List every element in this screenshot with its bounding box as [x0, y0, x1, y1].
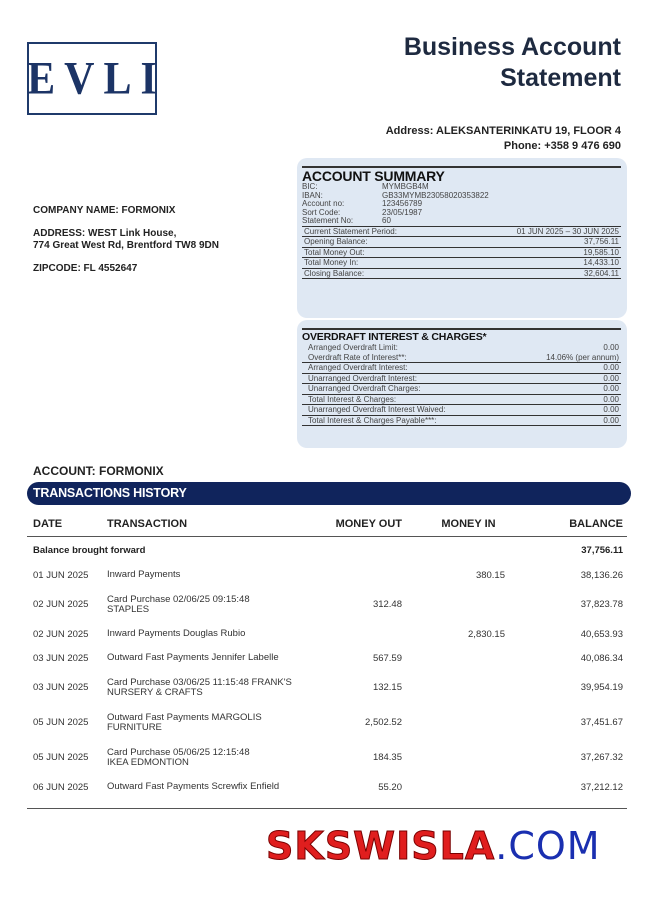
overdraft-label: Total Interest & Charges Payable***:	[308, 415, 437, 425]
logo-text: EVLI	[27, 53, 166, 104]
summary-label: Current Statement Period:	[304, 226, 397, 236]
transactions-table	[27, 512, 627, 799]
tx-description	[107, 782, 322, 792]
tx-description	[107, 595, 322, 615]
detail-label: IBAN:	[302, 190, 323, 200]
overdraft-label: Unarranged Overdraft Interest:	[308, 373, 417, 383]
title-line-2: Statement	[500, 64, 621, 92]
tx-balance: 37,451.67	[580, 717, 623, 728]
brought-forward-label: Balance brought forward	[33, 544, 146, 556]
table-end-divider	[27, 808, 627, 809]
tx-desc-line1: Inward Payments	[107, 569, 181, 580]
tx-description	[107, 713, 322, 733]
tx-desc-line2: IKEA EDMONTION	[107, 756, 189, 768]
header-money-in: MONEY IN	[441, 518, 496, 530]
summary-value: 14,433.10	[583, 258, 619, 268]
detail-value: 60	[382, 216, 391, 226]
overdraft-value: 0.00	[603, 415, 619, 425]
tx-date: 03 JUN 2025	[33, 682, 89, 693]
table-row	[27, 646, 627, 670]
tx-money-out: 184.35	[372, 752, 402, 763]
transactions-banner: TRANSACTIONS HISTORY	[27, 482, 631, 505]
tx-desc-line1: Outward Fast Payments Screwfix Enfield	[107, 781, 280, 792]
summary-label: Opening Balance:	[304, 237, 368, 247]
tx-date: 05 JUN 2025	[33, 717, 89, 728]
tx-desc-line2: NURSERY & CRAFTS	[107, 686, 203, 698]
account-summary-heading: ACCOUNT SUMMARY	[302, 168, 445, 184]
bank-address: Address: ALEKSANTERINKATU 19, FLOOR 4	[385, 125, 621, 137]
overdraft-row	[302, 353, 621, 363]
transaction-rows	[27, 563, 627, 799]
overdraft-row	[302, 383, 621, 394]
overdraft-value: 14.06% (per annum)	[546, 352, 619, 362]
overdraft-label: Overdraft Rate of Interest**:	[308, 352, 407, 362]
overdraft-label: Unarranged Overdraft Interest Waived:	[308, 405, 446, 414]
company-name: COMPANY NAME: FORMONIX	[33, 205, 176, 216]
tx-desc-line1: Outward Fast Payments Jennifer Labelle	[107, 652, 279, 663]
overdraft-value: 0.00	[603, 394, 619, 404]
tx-date: 01 JUN 2025	[33, 569, 89, 581]
header-transaction: TRANSACTION	[107, 518, 188, 530]
overdraft-label: Unarranged Overdraft Charges:	[308, 384, 421, 393]
tx-desc-line1: Card Purchase 02/06/25 09:15:48	[107, 593, 250, 605]
tx-description	[107, 570, 322, 580]
overdraft-plain-rows	[302, 343, 621, 362]
summary-row	[302, 257, 621, 268]
account-summary-box	[297, 158, 627, 318]
tx-balance: 37,267.32	[580, 752, 623, 763]
divider	[302, 328, 621, 330]
tx-desc-line1: Card Purchase 03/06/25 11:15:48 FRANK'S	[107, 676, 292, 688]
summary-row	[302, 226, 621, 237]
tx-balance: 40,653.93	[580, 628, 623, 640]
table-row	[27, 705, 627, 740]
tx-money-in: 2,830.15	[468, 628, 505, 640]
overdraft-row	[302, 404, 621, 415]
balance-brought-forward-row	[27, 537, 627, 563]
overdraft-row	[302, 394, 621, 405]
summary-row	[302, 236, 621, 247]
overdraft-rows	[302, 362, 621, 426]
tx-balance: 40,086.34	[580, 652, 623, 664]
company-info	[33, 205, 219, 275]
detail-row	[302, 217, 621, 226]
tx-money-out: 2,502.52	[365, 717, 402, 728]
summary-row	[302, 268, 621, 280]
tx-balance: 39,954.19	[580, 682, 623, 693]
tx-desc-line1: Inward Payments Douglas Rubio	[107, 628, 246, 639]
brought-forward-balance: 37,756.11	[581, 544, 623, 556]
summary-row	[302, 247, 621, 258]
detail-value: 23/05/1987	[382, 207, 423, 217]
tx-description	[107, 678, 322, 698]
company-address-line1: ADDRESS: WEST Link House,	[33, 228, 177, 239]
overdraft-value: 0.00	[603, 384, 619, 393]
company-zipcode: ZIPCODE: FL 4552647	[33, 263, 138, 274]
summary-rows	[302, 226, 621, 280]
overdraft-label: Arranged Overdraft Limit:	[308, 343, 398, 352]
detail-row	[302, 200, 621, 209]
header-balance: BALANCE	[569, 518, 623, 530]
watermark	[266, 824, 601, 869]
header-money-out: MONEY OUT	[335, 518, 402, 530]
tx-description	[107, 748, 322, 768]
company-address-line2: 774 Great West Rd, Brentford TW8 9DN	[33, 240, 219, 251]
tx-money-out: 55.20	[378, 781, 402, 793]
tx-balance: 37,212.12	[580, 781, 623, 793]
header-date: DATE	[33, 518, 63, 530]
watermark-part1: SKSWISLA	[266, 824, 496, 868]
table-row	[27, 775, 627, 799]
bank-phone: Phone: +358 9 476 690	[503, 140, 621, 152]
overdraft-value: 0.00	[603, 373, 619, 383]
bank-logo	[27, 42, 166, 115]
tx-balance: 37,823.78	[580, 599, 623, 610]
tx-date: 02 JUN 2025	[33, 628, 89, 640]
overdraft-label: Arranged Overdraft Interest:	[308, 363, 408, 372]
tx-balance: 38,136.26	[580, 569, 623, 581]
detail-row	[302, 192, 621, 201]
overdraft-row	[302, 415, 621, 427]
tx-date: 06 JUN 2025	[33, 781, 89, 793]
table-row	[27, 622, 627, 646]
tx-date: 05 JUN 2025	[33, 752, 89, 763]
overdraft-value: 0.00	[603, 405, 619, 414]
detail-value: GB33MYMB23058020353822	[382, 190, 489, 200]
watermark-part2: .COM	[495, 824, 601, 868]
overdraft-row	[302, 343, 621, 353]
table-row	[27, 587, 627, 622]
summary-label: Total Money Out:	[304, 247, 365, 257]
tx-desc-line2: FURNITURE	[107, 721, 162, 733]
detail-label: Account no:	[302, 199, 345, 209]
summary-label: Total Money In:	[304, 258, 359, 268]
detail-label: Statement No:	[302, 216, 354, 226]
tx-money-out: 312.48	[372, 599, 402, 610]
summary-label: Closing Balance:	[304, 268, 365, 278]
summary-value: 01 JUN 2025 – 30 JUN 2025	[516, 226, 619, 236]
title-line-1: Business Account	[403, 33, 621, 61]
tx-desc-line1: Card Purchase 05/06/25 12:15:48	[107, 746, 250, 758]
tx-desc-line2: STAPLES	[107, 603, 150, 615]
bank-contact	[386, 124, 621, 154]
detail-value: 123456789	[382, 199, 423, 209]
detail-label: BIC:	[302, 182, 318, 191]
tx-money-out: 132.15	[372, 682, 402, 693]
detail-value: MYMBGB4M	[382, 182, 429, 191]
account-details	[302, 183, 621, 226]
overdraft-row	[302, 373, 621, 384]
summary-value: 32,604.11	[584, 268, 619, 278]
tx-money-out: 567.59	[372, 652, 402, 664]
summary-value: 19,585.10	[583, 247, 619, 257]
account-label: ACCOUNT: FORMONIX	[33, 464, 164, 478]
overdraft-row	[302, 362, 621, 373]
document-title	[404, 32, 621, 94]
table-header	[27, 512, 627, 537]
tx-money-in: 380.15	[475, 569, 505, 581]
detail-label: Sort Code:	[302, 207, 341, 217]
overdraft-box	[297, 320, 627, 448]
tx-date: 03 JUN 2025	[33, 652, 89, 664]
table-row	[27, 563, 627, 587]
tx-description	[107, 653, 322, 663]
overdraft-value: 0.00	[603, 343, 619, 352]
summary-value: 37,756.11	[584, 237, 619, 247]
table-row	[27, 670, 627, 705]
tx-description	[107, 629, 322, 639]
tx-desc-line1: Outward Fast Payments MARGOLIS	[107, 711, 262, 723]
overdraft-heading: OVERDRAFT INTEREST & CHARGES*	[302, 331, 487, 343]
tx-date: 02 JUN 2025	[33, 599, 89, 610]
table-row	[27, 740, 627, 775]
overdraft-value: 0.00	[603, 363, 619, 372]
overdraft-label: Total Interest & Charges:	[308, 394, 397, 404]
